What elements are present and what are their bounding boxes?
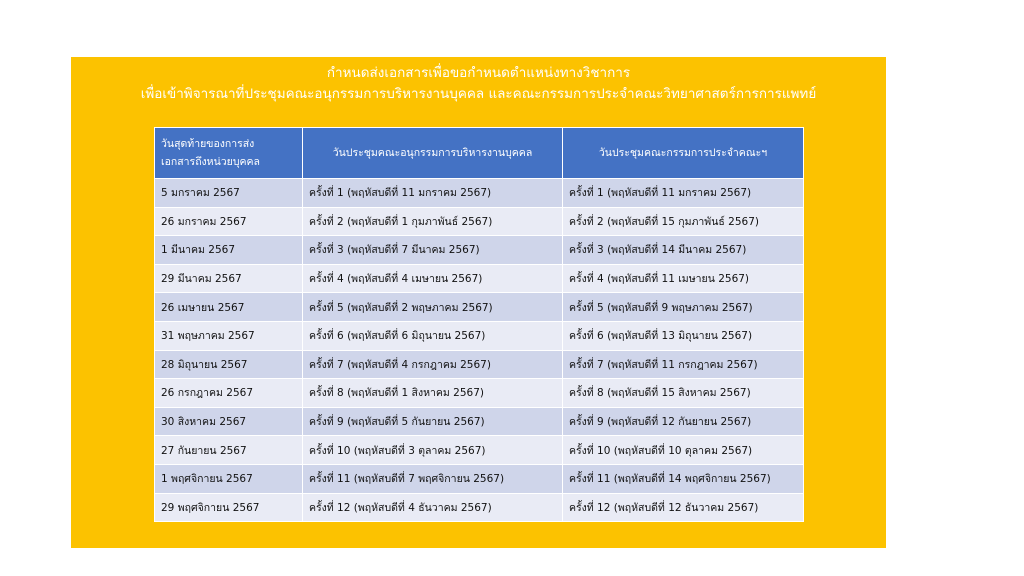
header-faculty-committee: วันประชุมคณะกรรมการประจำคณะฯ [563, 128, 804, 179]
subcommittee-cell: ครั้งที่ 12 (พฤหัสบดีที่ 4 ธันวาคม 2567) [303, 493, 563, 522]
deadline-cell: 5 มกราคม 2567 [155, 179, 303, 208]
faculty-cell: ครั้งที่ 8 (พฤหัสบดีที่ 15 สิงหาคม 2567) [563, 379, 804, 408]
subcommittee-cell: ครั้งที่ 4 (พฤหัสบดีที่ 4 เมษายน 2567) [303, 264, 563, 293]
table-row [155, 350, 804, 379]
faculty-cell: ครั้งที่ 6 (พฤหัสบดีที่ 13 มิถุนายน 2567) [563, 321, 804, 350]
table-row [155, 293, 804, 322]
header-deadline-line-1: วันสุดท้ายของการส่ง [161, 138, 255, 150]
deadline-cell: 26 กรกฎาคม 2567 [155, 379, 303, 408]
subcommittee-cell: ครั้งที่ 2 (พฤหัสบดีที่ 1 กุมภาพันธ์ 2567) [303, 207, 563, 236]
title-line-1: กำหนดส่งเอกสารเพื่อขอกำหนดตำแหน่งทางวิชาการ [326, 65, 631, 81]
table-header-row [155, 128, 804, 179]
deadline-cell: 27 กันยายน 2567 [155, 436, 303, 465]
faculty-cell: ครั้งที่ 4 (พฤหัสบดีที่ 11 เมษายน 2567) [563, 264, 804, 293]
faculty-cell: ครั้งที่ 10 (พฤหัสบดีที่ 10 ตุลาคม 2567) [563, 436, 804, 465]
table-row [155, 493, 804, 522]
deadline-cell: 1 พฤศจิกายน 2567 [155, 464, 303, 493]
deadline-cell: 26 เมษายน 2567 [155, 293, 303, 322]
table-row [155, 236, 804, 265]
subcommittee-cell: ครั้งที่ 1 (พฤหัสบดีที่ 11 มกราคม 2567) [303, 179, 563, 208]
subcommittee-cell: ครั้งที่ 10 (พฤหัสบดีที่ 3 ตุลาคม 2567) [303, 436, 563, 465]
subcommittee-cell: ครั้งที่ 5 (พฤหัสบดีที่ 2 พฤษภาคม 2567) [303, 293, 563, 322]
deadline-cell: 31 พฤษภาคม 2567 [155, 321, 303, 350]
table-row [155, 464, 804, 493]
schedule-table [154, 127, 804, 522]
subcommittee-cell: ครั้งที่ 6 (พฤหัสบดีที่ 6 มิถุนายน 2567) [303, 321, 563, 350]
table-row [155, 179, 804, 208]
deadline-cell: 28 มิถุนายน 2567 [155, 350, 303, 379]
header-deadline-line-2: เอกสารถึงหน่วยบุคคล [161, 156, 260, 168]
table-row [155, 264, 804, 293]
faculty-cell: ครั้งที่ 2 (พฤหัสบดีที่ 15 กุมภาพันธ์ 2567) [563, 207, 804, 236]
deadline-cell: 1 มีนาคม 2567 [155, 236, 303, 265]
subcommittee-cell: ครั้งที่ 9 (พฤหัสบดีที่ 5 กันยายน 2567) [303, 407, 563, 436]
deadline-cell: 26 มกราคม 2567 [155, 207, 303, 236]
subcommittee-cell: ครั้งที่ 8 (พฤหัสบดีที่ 1 สิงหาคม 2567) [303, 379, 563, 408]
faculty-cell: ครั้งที่ 3 (พฤหัสบดีที่ 14 มีนาคม 2567) [563, 236, 804, 265]
header-deadline [155, 128, 303, 179]
subcommittee-cell: ครั้งที่ 7 (พฤหัสบดีที่ 4 กรกฎาคม 2567) [303, 350, 563, 379]
faculty-cell: ครั้งที่ 7 (พฤหัสบดีที่ 11 กรกฎาคม 2567) [563, 350, 804, 379]
faculty-cell: ครั้งที่ 12 (พฤหัสบดีที่ 12 ธันวาคม 2567) [563, 493, 804, 522]
title-line-2: เพื่อเข้าพิจารณาที่ประชุมคณะอนุกรรมการบริหารงานบุคคล และคณะกรรมการประจำคณะวิทยาศาสตร์การการแพทย์ [140, 86, 817, 102]
faculty-cell: ครั้งที่ 9 (พฤหัสบดีที่ 12 กันยายน 2567) [563, 407, 804, 436]
table-row [155, 436, 804, 465]
header-subcommittee: วันประชุมคณะอนุกรรมการบริหารงานบุคคล [303, 128, 563, 179]
table-row [155, 407, 804, 436]
table-row [155, 379, 804, 408]
subcommittee-cell: ครั้งที่ 3 (พฤหัสบดีที่ 7 มีนาคม 2567) [303, 236, 563, 265]
faculty-cell: ครั้งที่ 11 (พฤหัสบดีที่ 14 พฤศจิกายน 2567) [563, 464, 804, 493]
schedule-panel [71, 57, 886, 548]
faculty-cell: ครั้งที่ 1 (พฤหัสบดีที่ 11 มกราคม 2567) [563, 179, 804, 208]
page-title [71, 63, 886, 105]
table-row [155, 207, 804, 236]
deadline-cell: 29 พฤศจิกายน 2567 [155, 493, 303, 522]
table-row [155, 321, 804, 350]
deadline-cell: 30 สิงหาคม 2567 [155, 407, 303, 436]
subcommittee-cell: ครั้งที่ 11 (พฤหัสบดีที่ 7 พฤศจิกายน 2567) [303, 464, 563, 493]
deadline-cell: 29 มีนาคม 2567 [155, 264, 303, 293]
faculty-cell: ครั้งที่ 5 (พฤหัสบดีที่ 9 พฤษภาคม 2567) [563, 293, 804, 322]
